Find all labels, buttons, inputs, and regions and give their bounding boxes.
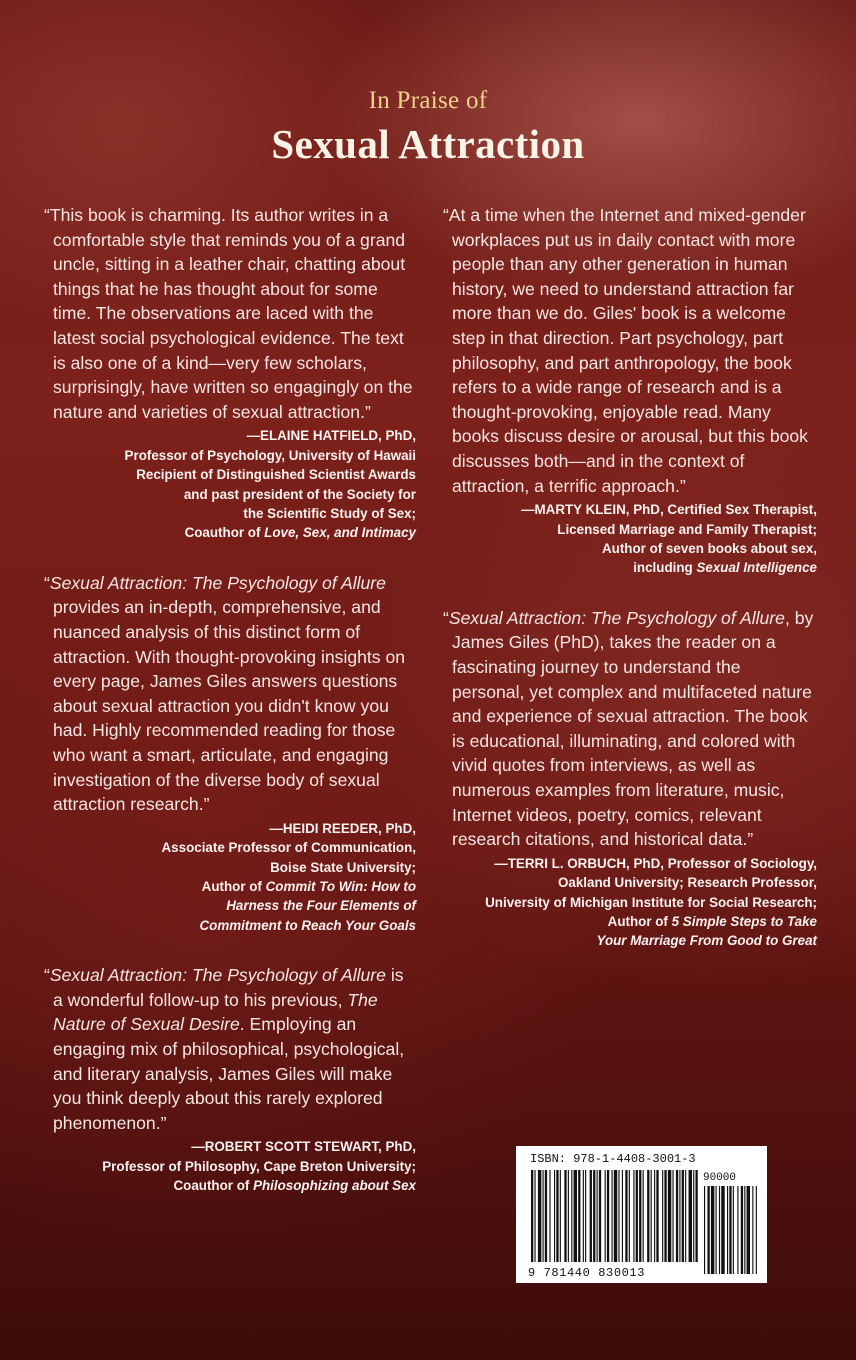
right-column [443,203,817,979]
attribution-line [44,896,416,915]
barcode-bar [682,1170,684,1262]
italic-title-text: Philosophizing about Sex [253,1178,416,1194]
attribution-line [44,819,416,838]
barcode-bar [636,1170,638,1262]
attribution-line [44,1176,416,1195]
italic-title-text: Your Marriage From Good to Great [596,933,817,949]
text-segment: , by James Giles (PhD), takes the reader on a fascinating journey to understand the personal, yet complex and multifaceted nature and experience of sexual attraction. The book is educational, illuminating, and colored with vivid quotes from interviews, as well as numerous examples from literature, music, Internet videos, poetry, comics, relevant research citations, and historical data.” [452,607,814,850]
text-segment: is a wonderful follow-up to his previous, [53,965,404,1010]
barcode-bar [654,1170,655,1262]
barcode-addon-bar [741,1186,743,1274]
text-segment: Recipient of Distinguished Scientist Awards [136,467,416,483]
text-segment: Boise State University; [270,859,416,875]
text-segment: Author of [607,913,672,929]
barcode-addon-bar [733,1186,734,1274]
text-segment: Coauthor of [173,1178,254,1194]
endorsement-quote [44,203,416,424]
barcode-addon-bar [747,1186,750,1274]
italic-title-text: Sexual Attraction: The Psychology of Allure [448,607,785,628]
barcode-bar [549,1170,550,1262]
text-segment: University of Michigan Institute for Social Research; [485,894,817,910]
barcode-bar [568,1170,569,1262]
attribution-line [44,858,416,877]
barcode-digits: 9 781440 830013 [528,1266,646,1280]
barcode-bar [662,1170,663,1262]
barcode-bar [651,1170,652,1262]
barcode-bar [629,1170,630,1262]
barcode-addon-bar [719,1186,720,1274]
text-segment: Author of seven books about sex, [601,540,817,556]
attribution-line [44,504,416,523]
attribution-line [44,523,416,542]
endorsement [44,203,416,543]
text-segment: . Employing an engaging mix of philosophical, psychological, and literary analysis, James Giles will make you think deeply about this rarely explored phenomenon.” [53,1014,405,1133]
attribution-line [443,873,817,892]
text-segment: Professor of Philosophy, Cape Breton University; [102,1158,416,1174]
header-kicker: In Praise of [368,87,488,114]
barcode-addon-bar [737,1186,738,1274]
text-segment: including [633,560,697,576]
barcode-bar [633,1170,634,1262]
attribution-line [443,558,817,577]
endorsement-attribution [443,854,817,951]
barcode-bars [516,1146,767,1283]
barcode-bar [664,1170,666,1262]
endorsement-attribution [44,819,416,935]
isbn-label: ISBN: 978-1-4408-3001-3 [530,1152,696,1166]
endorsement-attribution [44,426,416,542]
endorsement-attribution [44,1137,416,1195]
left-column [44,203,416,1224]
barcode-bar [574,1170,577,1262]
barcode-addon-bar [716,1186,717,1274]
barcode-bar [622,1170,623,1262]
attribution-line [44,838,416,857]
text-segment: provides an in-depth, comprehensive, and nuanced analysis of this distinct form of attraction. With thought-provoking insights on every page, James Giles answers questions about sexual attraction you didn't know you had. Highly recommended reading for those who want a smart, articulate, and engaging investigation of the diverse body of sexual attraction research.” [53,597,406,815]
barcode-bar [656,1170,658,1262]
barcode-bar [614,1170,617,1262]
attribution-line [443,912,817,931]
barcode-bar [668,1170,671,1262]
barcode-bar [672,1170,673,1262]
barcode-bar [538,1170,541,1262]
endorsement-attribution [443,500,817,578]
barcode-bar [554,1170,555,1262]
barcode-bar [560,1170,561,1262]
page-header [0,86,856,168]
barcode-bar [612,1170,613,1262]
italic-title-text: The Nature of Sexual Desire [53,989,378,1035]
attribution-line [44,465,416,484]
barcode-bar [689,1170,692,1262]
italic-title-text: Commit To Win: How to [265,878,416,894]
attribution-line [443,520,817,539]
attribution-line [44,877,416,896]
barcode-bar [695,1170,697,1262]
italic-title-text: Sexual Attraction: The Psychology of Allure [49,572,386,593]
barcode-bar [531,1170,533,1262]
italic-title-text: 5 Simple Steps to Take [671,913,817,929]
barcode-addon-bar [727,1186,728,1274]
barcode-bar [679,1170,680,1262]
endorsement [44,571,416,935]
barcode-bar [599,1170,601,1262]
endorsement [443,203,817,578]
barcode-bar [639,1170,641,1262]
barcode-addon-bar [707,1186,709,1274]
barcode-addon-bar [704,1186,705,1274]
text-segment: “ [44,572,50,593]
barcode-addon-bar [721,1186,724,1274]
attribution-line [443,931,817,950]
barcode-bar [693,1170,694,1262]
attribution-line [443,893,817,912]
italic-title-text: Harness the Four Elements of [226,898,416,914]
endorsement-quote [443,606,817,852]
text-segment: —ELAINE HATFIELD, PhD, [246,428,416,444]
text-segment: Oakland University; Research Professor, [558,875,817,891]
attribution-line [44,446,416,465]
barcode-bar [578,1170,580,1262]
text-segment: —ROBERT SCOTT STEWART, PhD, [191,1139,416,1155]
attribution-line [44,1137,416,1156]
text-segment: —TERRI L. ORBUCH, PhD, Professor of Sociology, [494,855,817,871]
endorsement-quote [443,203,817,498]
isbn-barcode [516,1146,767,1283]
attribution-line [44,1157,416,1176]
barcode-bar [585,1170,586,1262]
text-segment: Professor of Psychology, University of Hawaii [124,447,416,463]
barcode-bar [571,1170,572,1262]
attribution-line [44,916,416,935]
barcode-addon-bar [756,1186,757,1274]
barcode-bar [564,1170,566,1262]
barcode-bar [605,1170,606,1262]
attribution-line [443,854,817,873]
attribution-line [44,426,416,445]
endorsement [443,606,817,951]
text-segment: and past president of the Society for [183,486,416,502]
barcode-bar [597,1170,598,1262]
italic-title-text: Sexual Intelligence [696,560,817,576]
text-segment: “This book is charming. Its author writes in a comfortable style that reminds you of a grand uncle, sitting in a leather chair, chatting about things that he has thought about for some time. The observations are laced with the latest social psychological evidence. The text is also one of a kind—very few scholars, surprisingly, have written so engagingly on the nature and varieties of sexual attraction.” [44,205,413,422]
barcode-addon-bar [744,1186,745,1274]
attribution-line [443,539,817,558]
text-segment: the Scientific Study of Sex; [243,505,416,521]
barcode-addon-bar [729,1186,731,1274]
endorsement-quote [44,571,416,817]
barcode-bar [545,1170,547,1262]
text-segment: Author of [201,878,266,894]
endorsement [44,963,416,1195]
text-segment: “ [44,965,50,986]
text-segment: “At a time when the Internet and mixed-gender workplaces put us in daily contact with more people than any other generation in human history, we need to understand attraction far more than we do. Giles' book is a welcome step in that direction. Part psychology, part philosophy, and part anthropology, the book refers to a wide range of research and is a thought-provoking, enjoyable read. Many books discuss desire or arousal, but this book discusses both—and in the context of attraction, a terrific approach.” [443,205,808,496]
text-segment: “ [443,607,449,628]
text-segment: —MARTY KLEIN, PhD, Certified Sex Therapist, [521,502,817,518]
text-segment: Associate Professor of Communication, [161,840,416,856]
barcode-bar [647,1170,649,1262]
book-title: Sexual Attraction [271,121,585,167]
text-segment: Licensed Marriage and Family Therapist; [557,521,817,537]
barcode-addon-bar [711,1186,714,1274]
barcode-bar [607,1170,609,1262]
italic-title-text: Love, Sex, and Intimacy [264,525,416,541]
barcode-bar [543,1170,544,1262]
barcode-bar [583,1170,584,1262]
endorsement-quote [44,963,416,1135]
barcode-bar [685,1170,686,1262]
barcode-addon-bar [752,1186,753,1274]
italic-title-text: Sexual Attraction: The Psychology of Allure [49,965,386,986]
text-segment: —HEIDI REEDER, PhD, [269,820,416,836]
barcode-bar [593,1170,595,1262]
barcode-bar [676,1170,678,1262]
attribution-line [443,500,817,519]
barcode-bar [534,1170,535,1262]
barcode-bar [618,1170,619,1262]
barcode-bar [556,1170,558,1262]
barcode-addon-number: 90000 [703,1172,737,1184]
italic-title-text: Commitment to Reach Your Goals [199,917,416,933]
barcode-bar [643,1170,644,1262]
text-segment: Coauthor of [184,525,265,541]
attribution-line [44,485,416,504]
barcode-bar [625,1170,627,1262]
barcode-bar [590,1170,592,1262]
